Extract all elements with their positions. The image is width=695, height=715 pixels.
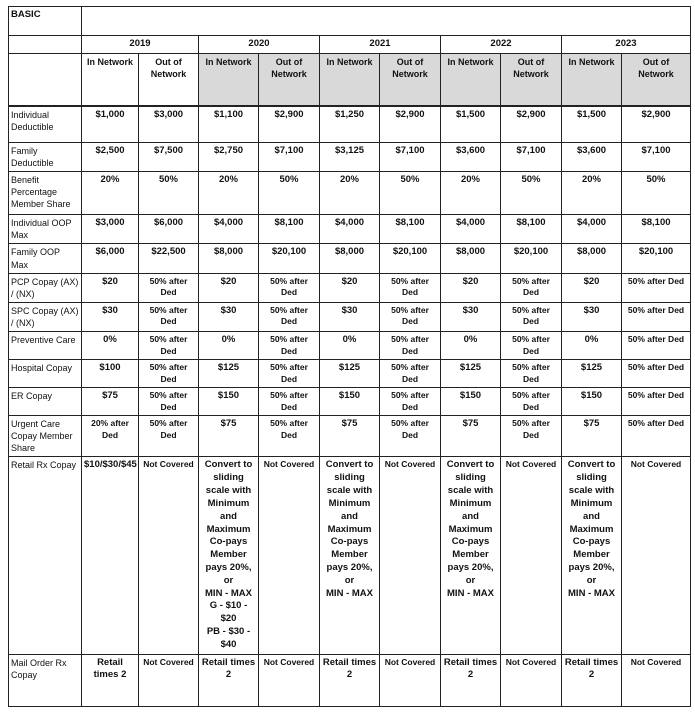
table-cell: $20,100 bbox=[622, 244, 691, 273]
table-cell: $8,000 bbox=[320, 244, 380, 273]
table-row bbox=[9, 106, 691, 142]
table-cell: 0% bbox=[441, 332, 501, 360]
row-label: Family OOP Max bbox=[9, 244, 82, 273]
table-cell: Retail times 2 bbox=[441, 654, 501, 706]
table-cell: $75 bbox=[199, 416, 259, 457]
network-header-2023-in: In Network bbox=[562, 53, 622, 105]
table-cell: 50% after Ded bbox=[622, 273, 691, 302]
table-cell: Not Covered bbox=[380, 457, 441, 654]
table-cell: $20,100 bbox=[380, 244, 441, 273]
table-row bbox=[9, 244, 691, 273]
title-row bbox=[9, 7, 691, 36]
table-cell: Convert to sliding scale with Minimum and Maximum Co-pays Member pays 20%, or MIN - MAX bbox=[320, 457, 380, 654]
table-cell: $7,100 bbox=[380, 142, 441, 171]
table-cell: Retail times 2 bbox=[562, 654, 622, 706]
table-cell: $3,000 bbox=[139, 106, 199, 142]
table-cell: $20 bbox=[441, 273, 501, 302]
table-cell: $30 bbox=[199, 302, 259, 331]
table-cell: Not Covered bbox=[622, 457, 691, 654]
table-cell: 50% after Ded bbox=[501, 302, 562, 331]
table-row bbox=[9, 172, 691, 215]
table-cell: 20% bbox=[441, 172, 501, 215]
table-cell: 50% bbox=[259, 172, 320, 215]
table-cell: $150 bbox=[320, 388, 380, 416]
network-header-2023-out: Out of Network bbox=[622, 53, 691, 105]
table-cell: $30 bbox=[82, 302, 139, 331]
table-cell: 50% after Ded bbox=[622, 388, 691, 416]
table-cell: 50% after Ded bbox=[259, 302, 320, 331]
network-header-row bbox=[9, 53, 691, 105]
table-cell: Convert to sliding scale with Minimum and Maximum Co-pays Member pays 20%, or MIN - MAX bbox=[562, 457, 622, 654]
row-label: PCP Copay (AX) / (NX) bbox=[9, 273, 82, 302]
table-cell: $4,000 bbox=[320, 215, 380, 244]
table-cell: 0% bbox=[562, 332, 622, 360]
benefits-table bbox=[8, 6, 691, 707]
table-cell: $3,600 bbox=[562, 142, 622, 171]
network-header-2022-out: Out of Network bbox=[501, 53, 562, 105]
title-blank-cell bbox=[82, 7, 691, 36]
table-cell: $1,000 bbox=[82, 106, 139, 142]
table-cell: $8,100 bbox=[380, 215, 441, 244]
table-cell: $7,500 bbox=[139, 142, 199, 171]
table-cell: 50% after Ded bbox=[501, 388, 562, 416]
row-label: Individual Deductible bbox=[9, 106, 82, 142]
table-cell: Not Covered bbox=[259, 457, 320, 654]
table-cell: Not Covered bbox=[380, 654, 441, 706]
table-cell: 20% bbox=[320, 172, 380, 215]
table-cell: 50% after Ded bbox=[139, 388, 199, 416]
table-cell: 50% after Ded bbox=[501, 273, 562, 302]
table-cell: $30 bbox=[562, 302, 622, 331]
table-cell: $125 bbox=[199, 360, 259, 388]
table-cell: $2,900 bbox=[501, 106, 562, 142]
table-row bbox=[9, 388, 691, 416]
table-cell: $75 bbox=[441, 416, 501, 457]
row-label: Retail Rx Copay bbox=[9, 457, 82, 654]
table-cell: $2,500 bbox=[82, 142, 139, 171]
table-cell: $4,000 bbox=[562, 215, 622, 244]
table-cell: $2,900 bbox=[622, 106, 691, 142]
network-header-blank bbox=[9, 53, 82, 105]
table-cell: $1,250 bbox=[320, 106, 380, 142]
table-cell: 50% after Ded bbox=[259, 388, 320, 416]
network-header-2020-in: In Network bbox=[199, 53, 259, 105]
table-cell: $8,000 bbox=[562, 244, 622, 273]
table-row bbox=[9, 332, 691, 360]
table-title: BASIC bbox=[9, 7, 82, 36]
year-header-2021: 2021 bbox=[320, 36, 441, 54]
table-cell: 50% after Ded bbox=[501, 332, 562, 360]
table-cell: 50% bbox=[380, 172, 441, 215]
table-cell: Not Covered bbox=[259, 654, 320, 706]
table-cell: $100 bbox=[82, 360, 139, 388]
year-header-row bbox=[9, 36, 691, 54]
table-cell: $125 bbox=[562, 360, 622, 388]
table-row bbox=[9, 654, 691, 706]
table-cell: $7,100 bbox=[501, 142, 562, 171]
table-cell: Not Covered bbox=[139, 457, 199, 654]
table-cell: 50% after Ded bbox=[259, 273, 320, 302]
table-cell: 0% bbox=[82, 332, 139, 360]
table-cell: 20% bbox=[82, 172, 139, 215]
table-cell: $20 bbox=[199, 273, 259, 302]
table-cell: $20,100 bbox=[259, 244, 320, 273]
table-cell: 50% after Ded bbox=[622, 302, 691, 331]
year-header-blank bbox=[9, 36, 82, 54]
table-cell: 50% after Ded bbox=[380, 332, 441, 360]
table-cell: $75 bbox=[562, 416, 622, 457]
table-cell: Not Covered bbox=[139, 654, 199, 706]
table-cell: Convert to sliding scale with Minimum and Maximum Co-pays Member pays 20%, or MIN - MAX bbox=[441, 457, 501, 654]
network-header-2022-in: In Network bbox=[441, 53, 501, 105]
table-cell: Not Covered bbox=[501, 654, 562, 706]
table-row bbox=[9, 457, 691, 654]
year-header-2020: 2020 bbox=[199, 36, 320, 54]
table-cell: $6,000 bbox=[82, 244, 139, 273]
table-cell: 50% after Ded bbox=[380, 273, 441, 302]
row-label: Benefit Percentage Member Share bbox=[9, 172, 82, 215]
table-cell: $3,000 bbox=[82, 215, 139, 244]
table-cell: $8,100 bbox=[622, 215, 691, 244]
table-cell: 50% after Ded bbox=[139, 273, 199, 302]
table-cell: 50% after Ded bbox=[380, 388, 441, 416]
table-row bbox=[9, 416, 691, 457]
year-header-2019: 2019 bbox=[82, 36, 199, 54]
table-cell: Convert to sliding scale with Minimum and Maximum Co-pays Member pays 20%, or MIN - MAX G - $10 - $20 PB - $30 - $40 bbox=[199, 457, 259, 654]
table-cell: $2,900 bbox=[259, 106, 320, 142]
table-cell: 50% bbox=[501, 172, 562, 215]
table-cell: Retail times 2 bbox=[320, 654, 380, 706]
table-cell: $7,100 bbox=[259, 142, 320, 171]
table-cell: $75 bbox=[82, 388, 139, 416]
row-label: Family Deductible bbox=[9, 142, 82, 171]
table-cell: $1,500 bbox=[441, 106, 501, 142]
table-row bbox=[9, 273, 691, 302]
row-label: Individual OOP Max bbox=[9, 215, 82, 244]
table-cell: $4,000 bbox=[199, 215, 259, 244]
table-cell: $2,750 bbox=[199, 142, 259, 171]
table-cell: $10/$30/$45 bbox=[82, 457, 139, 654]
row-label: Preventive Care bbox=[9, 332, 82, 360]
table-cell: Not Covered bbox=[501, 457, 562, 654]
table-cell: 50% after Ded bbox=[259, 360, 320, 388]
row-label: SPC Copay (AX) / (NX) bbox=[9, 302, 82, 331]
table-cell: 50% after Ded bbox=[622, 332, 691, 360]
table-cell: 50% after Ded bbox=[501, 416, 562, 457]
table-cell: $20 bbox=[320, 273, 380, 302]
table-cell: $75 bbox=[320, 416, 380, 457]
table-cell: 50% after Ded bbox=[139, 416, 199, 457]
table-cell: Not Covered bbox=[622, 654, 691, 706]
table-cell: 50% after Ded bbox=[139, 332, 199, 360]
table-cell: 50% after Ded bbox=[380, 302, 441, 331]
row-label: Mail Order Rx Copay bbox=[9, 654, 82, 706]
table-cell: $20,100 bbox=[501, 244, 562, 273]
table-cell: $30 bbox=[320, 302, 380, 331]
table-cell: $1,500 bbox=[562, 106, 622, 142]
table-cell: $30 bbox=[441, 302, 501, 331]
table-row bbox=[9, 215, 691, 244]
table-cell: 50% after Ded bbox=[622, 416, 691, 457]
table-cell: $20 bbox=[562, 273, 622, 302]
table-cell: 20% bbox=[199, 172, 259, 215]
table-cell: $125 bbox=[441, 360, 501, 388]
row-label: Hospital Copay bbox=[9, 360, 82, 388]
table-cell: 50% after Ded bbox=[139, 360, 199, 388]
table-cell: 50% after Ded bbox=[501, 360, 562, 388]
table-cell: $7,100 bbox=[622, 142, 691, 171]
table-row bbox=[9, 360, 691, 388]
table-cell: $1,100 bbox=[199, 106, 259, 142]
table-cell: 50% after Ded bbox=[380, 360, 441, 388]
table-cell: 50% bbox=[622, 172, 691, 215]
table-cell: 50% after Ded bbox=[259, 332, 320, 360]
row-label: ER Copay bbox=[9, 388, 82, 416]
table-cell: $3,125 bbox=[320, 142, 380, 171]
table-cell: 20% bbox=[562, 172, 622, 215]
table-cell: 50% after Ded bbox=[622, 360, 691, 388]
table-cell: $150 bbox=[562, 388, 622, 416]
table-cell: $8,100 bbox=[501, 215, 562, 244]
table-cell: $8,000 bbox=[441, 244, 501, 273]
table-cell: $125 bbox=[320, 360, 380, 388]
table-cell: $20 bbox=[82, 273, 139, 302]
table-cell: $150 bbox=[199, 388, 259, 416]
table-cell: 0% bbox=[320, 332, 380, 360]
network-header-2019-in: In Network bbox=[82, 53, 139, 105]
year-header-2022: 2022 bbox=[441, 36, 562, 54]
table-cell: Retail times 2 bbox=[82, 654, 139, 706]
table-cell: $2,900 bbox=[380, 106, 441, 142]
network-header-2019-out: Out of Network bbox=[139, 53, 199, 105]
table-cell: $4,000 bbox=[441, 215, 501, 244]
table-cell: 50% after Ded bbox=[139, 302, 199, 331]
table-cell: Retail times 2 bbox=[199, 654, 259, 706]
table-row bbox=[9, 142, 691, 171]
table-cell: $22,500 bbox=[139, 244, 199, 273]
table-cell: 50% bbox=[139, 172, 199, 215]
table-cell: $6,000 bbox=[139, 215, 199, 244]
table-cell: 50% after Ded bbox=[380, 416, 441, 457]
table-cell: $8,000 bbox=[199, 244, 259, 273]
row-label: Urgent Care Copay Member Share bbox=[9, 416, 82, 457]
network-header-2020-out: Out of Network bbox=[259, 53, 320, 105]
table-cell: 50% after Ded bbox=[259, 416, 320, 457]
table-cell: $150 bbox=[441, 388, 501, 416]
table-cell: $3,600 bbox=[441, 142, 501, 171]
table-row bbox=[9, 302, 691, 331]
network-header-2021-out: Out of Network bbox=[380, 53, 441, 105]
table-cell: $8,100 bbox=[259, 215, 320, 244]
year-header-2023: 2023 bbox=[562, 36, 691, 54]
table-cell: 0% bbox=[199, 332, 259, 360]
network-header-2021-in: In Network bbox=[320, 53, 380, 105]
table-cell: 20% after Ded bbox=[82, 416, 139, 457]
